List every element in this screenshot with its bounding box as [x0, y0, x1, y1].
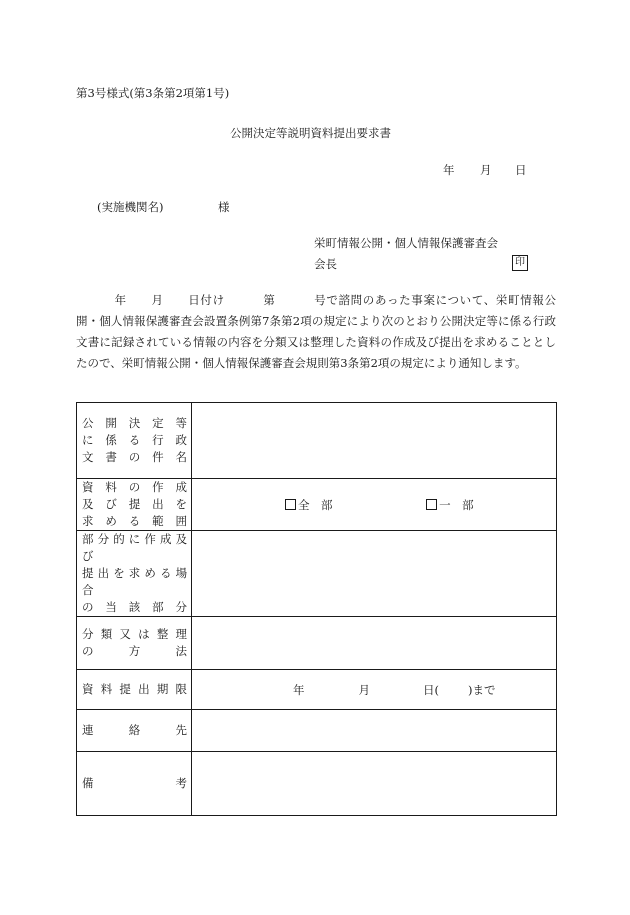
body-paragraph: [76, 290, 556, 374]
value-deadline[interactable]: [192, 670, 557, 710]
deadline-month: 月: [358, 682, 370, 697]
deadline-close: )まで: [468, 682, 496, 697]
table-row-scope: [77, 479, 557, 531]
table-row-method: [77, 617, 557, 670]
option-part[interactable]: 一 部: [426, 498, 474, 512]
label-scope: 資 料 の 作 成 及 び 提 出 を 求 め る 範 囲: [77, 479, 192, 531]
addressee-org: (実施機関名): [97, 200, 164, 214]
date-day: 日: [515, 163, 527, 177]
value-method[interactable]: [192, 617, 557, 670]
label-contact: 連 絡 先: [77, 710, 192, 752]
table-row-subject: [77, 403, 557, 479]
table-row-remarks: [77, 752, 557, 816]
document-title: 公開決定等説明資料提出要求書: [230, 126, 391, 140]
sender-org: 栄町情報公開・個人情報保護審査会: [314, 236, 498, 250]
checkbox-part[interactable]: [426, 499, 437, 510]
table-row-contact: [77, 710, 557, 752]
table-row-partial: [77, 531, 557, 617]
value-remarks[interactable]: [192, 752, 557, 816]
value-scope: [192, 479, 557, 531]
body-year: 年: [114, 293, 127, 307]
option-all[interactable]: 全 部: [285, 498, 333, 512]
body-no-prefix: 第: [262, 293, 276, 307]
body-month: 月: [150, 293, 164, 307]
label-subject: 公 開 決 定 等 に 係 る 行 政 文 書 の 件 名: [77, 403, 192, 479]
addressee-honorific: 様: [218, 200, 230, 214]
value-subject[interactable]: [192, 403, 557, 479]
sender-title: 会長: [314, 257, 337, 271]
label-method: 分 類 又 は 整 理 の 方 法: [77, 617, 192, 670]
table-row-deadline: [77, 670, 557, 710]
label-deadline: 資 料 提 出 期 限: [77, 670, 192, 710]
value-contact[interactable]: [192, 710, 557, 752]
checkbox-all[interactable]: [285, 499, 296, 510]
deadline-day: 日(: [423, 682, 439, 697]
body-date-suffix: 日付け: [187, 293, 225, 307]
deadline-year: 年: [293, 682, 305, 697]
body-text: 号で諮問のあった事案について、栄町情報公開・個人情報保護審査会設置条例第7条第2項の規定により次のとおり公開決定等に係る行政文書に記録されている情報の内容を分類又は整理した資料の作成及び提出を求めることとしたので、栄町情報公開・個人情報保護審査会規則第3条第2項の規定により通知します。: [76, 293, 557, 370]
label-partial: 部 分 的 に 作 成 及 び 提 出 を 求 め る 場 合 の 当 該 部 分: [77, 531, 192, 617]
label-remarks: 備 考: [77, 752, 192, 816]
date-year: 年: [443, 163, 455, 177]
value-partial[interactable]: [192, 531, 557, 617]
date-month: 月: [480, 163, 492, 177]
request-table: [76, 402, 557, 816]
seal-mark: 印: [512, 255, 528, 271]
form-number: 第3号様式(第3条第2項第1号): [76, 86, 230, 100]
